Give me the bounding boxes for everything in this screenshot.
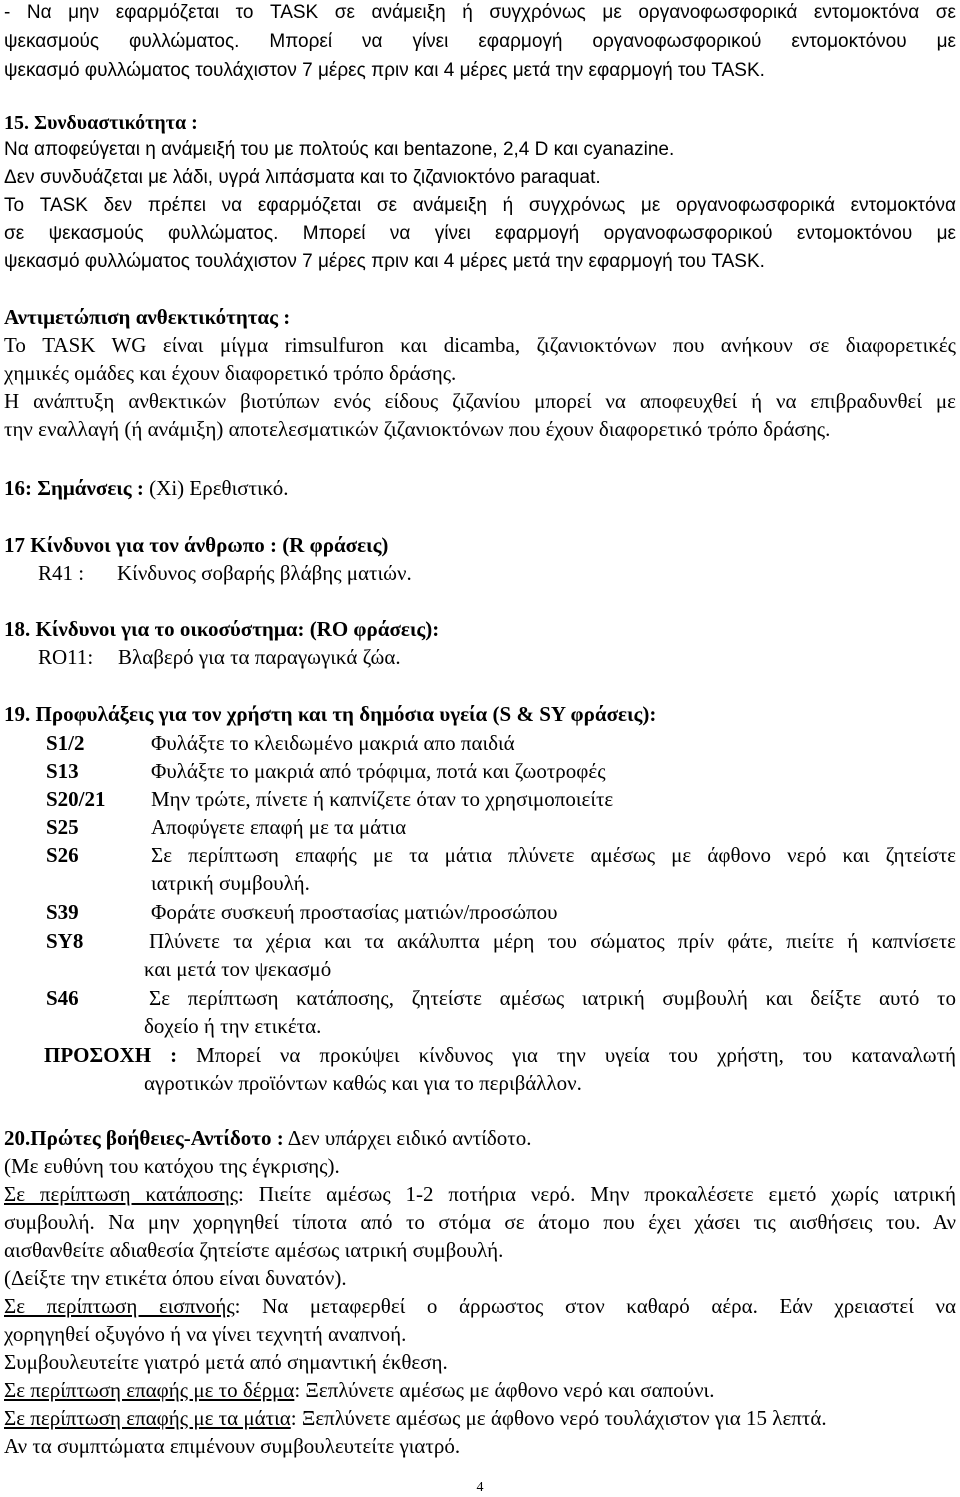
s-phrase-text-cont: και μετά τον ψεκασμό [144, 957, 332, 981]
section-15-line: σε ψεκασμούς φυλλώματος. Μπορεί να γίνει εφαρμογή οργανοφωσφορικού εντομοκτόνου με [4, 223, 956, 244]
swallow-line: αισθανθείτε αδιαθεσία ζητείστε αμέσως ιατρική συμβουλή. [4, 1238, 504, 1262]
s-phrase-code: S26 [46, 843, 79, 867]
ro-phrase-text: Βλαβερό για τα παραγωγικά ζώα. [118, 645, 401, 669]
section-heading: 20.Πρώτες βοήθειες-Αντίδοτο : [4, 1126, 284, 1150]
s-phrase-text: Φυλάξτε το μακριά από τρόφιμα, ποτά και ζωοτροφές [151, 759, 606, 783]
s-phrase-text: Σε περίπτωση κατάποσης, ζητείστε αμέσως ιατρική συμβουλή και δείξτε αυτό το [149, 986, 956, 1010]
section-heading: 16: Σημάνσεις : [4, 476, 144, 500]
eyes-line [4, 1405, 827, 1431]
section-heading: 18. Κίνδυνοι για το οικοσύστημα: (RO φράσεις): [4, 617, 440, 641]
eyes-label: Σε περίπτωση επαφής με τα μάτια [4, 1406, 291, 1430]
s-phrase-code: S46 [46, 986, 79, 1010]
intro-line: ψεκασμό φυλλώματος τουλάχιστον 7 μέρες πριν και 4 μέρες μετά την εφαρμογή του TASK. [4, 60, 765, 81]
s-phrase-text-cont: δοχείο ή την ετικέτα. [144, 1014, 322, 1038]
section-15-heading [4, 110, 198, 137]
swallow-line [4, 1181, 956, 1207]
resistance-line: την εναλλαγή (ή ανάμιξη) αποτελεσματικών ζιζανιοκτόνων που έχουν διαφορετικό τρόπο δράσης. [4, 417, 831, 441]
s-phrase-text: Φοράτε συσκευή προστασίας ματιών/προσώπου [151, 900, 558, 924]
section-15-line: Δεν συνδυάζεται με λάδι, υγρά λιπάσματα και το ζιζανιοκτόνο paraquat. [4, 167, 601, 188]
inhale-label: Σε περίπτωση εισπνοής [4, 1294, 235, 1318]
section-20-line: (Με ευθύνη του κατόχου της έγκρισης). [4, 1154, 340, 1178]
resistance-line: χημικές ομάδες και έχουν διαφορετικό τρόπο δράσης. [4, 361, 457, 385]
resistance-line: Η ανάπτυξη ανθεκτικών βιοτύπων ενός είδους ζιζανίου μπορεί να αποφευχθεί ή να επιβραδυνθεί με [4, 389, 956, 413]
inhale-line: χορηγηθεί οξυγόνο ή να γίνει τεχνητή αναπνοή. [4, 1322, 407, 1346]
skin-line [4, 1377, 714, 1403]
r-phrase-text: Κίνδυνος σοβαρής βλάβης ματιών. [117, 561, 412, 585]
section-15-line: ψεκασμό φυλλώματος τουλάχιστον 7 μέρες πριν και 4 μέρες μετά την εφαρμογή του TASK. [4, 251, 765, 272]
warning-label: ΠΡΟΣΟΧΗ : [44, 1043, 178, 1067]
last-line: Αν τα συμπτώματα επιμένουν συμβουλευτείτε γιατρό. [4, 1434, 461, 1458]
inhale-line: Συμβουλευτείτε γιατρό μετά από σημαντική έκθεση. [4, 1350, 448, 1374]
warning-line [44, 1041, 956, 1069]
s-phrase-text: Αποφύγετε επαφή με τα μάτια [151, 815, 407, 839]
eyes-text: : Ξεπλύνετε αμέσως με άφθονο νερό τουλάχιστον για 15 λεπτά. [290, 1406, 827, 1430]
swallow-line: (Δείξτε την ετικέτα όπου είναι δυνατόν). [4, 1266, 347, 1290]
resistance-heading [4, 304, 290, 330]
section-18-heading [4, 616, 439, 642]
section-19-heading [4, 701, 656, 727]
inhale-line [4, 1293, 956, 1319]
section-17-heading [4, 532, 388, 558]
s-phrase-code: SY8 [46, 929, 84, 953]
section-15-line: Το TASK δεν πρέπει να εφαρμόζεται σε ανάμειξη ή συγχρόνως με οργανοφωσφορικά εντομοκτόνα [4, 195, 956, 216]
section-15-line: Να αποφεύγεται η ανάμειξή του με πολτούς και bentazone, 2,4 D και cyanazine. [4, 139, 675, 160]
s-phrase-text: Πλύνετε τα χέρια και τα ακάλυπτα μέρη του σώματος πρίν φάτε, πιείτε ή καπνίσετε [149, 929, 956, 953]
section-16-line [4, 475, 289, 501]
page-number: 4 [476, 1480, 484, 1495]
skin-label: Σε περίπτωση επαφής με το δέρμα [4, 1378, 295, 1402]
section-heading: 15. Συνδυαστικότητα : [4, 112, 198, 134]
s-phrase-code: S13 [46, 759, 79, 783]
section-heading: 19. Προφυλάξεις για τον χρήστη και τη δημόσια υγεία (S & SY φράσεις): [4, 702, 657, 726]
warning-line-2: αγροτικών προϊόντων καθώς και για το περιβάλλον. [144, 1071, 582, 1095]
resistance-line: Το TASK WG είναι μίγμα rimsulfuron και dicamba, ζιζανιοκτόνων που ανήκουν σε διαφορετικές [4, 333, 956, 357]
ro-phrase-code: RO11: [38, 645, 94, 669]
swallow-text: : Πιείτε αμέσως 1-2 ποτήρια νερό. Μην προκαλέσετε εμετό χωρίς ιατρική [238, 1182, 956, 1206]
warning-text: Μπορεί να προκύψει κίνδυνος για την υγεία του χρήστη, του καταναλωτή [177, 1043, 956, 1067]
s-phrase-code: S20/21 [46, 787, 106, 811]
s-phrase-code: S25 [46, 815, 79, 839]
s-phrase-code: S1/2 [46, 731, 85, 755]
s-phrase-text: Σε περίπτωση επαφής με τα μάτια πλύνετε αμέσως με άφθονο νερό και ζητείστε [151, 843, 956, 867]
intro-line: ψεκασμούς φυλλώματος. Μπορεί να γίνει εφαρμογή οργανοφωσφορικού εντομοκτόνου με [4, 31, 956, 52]
section-20-heading-text: Δεν υπάρχει ειδικό αντίδοτο. [283, 1126, 532, 1150]
swallow-label: Σε περίπτωση κατάποσης [4, 1182, 239, 1206]
s-phrase-text-cont: ιατρική συμβουλή. [151, 871, 310, 895]
s-phrase-text: Μην τρώτε, πίνετε ή καπνίζετε όταν το χρησιμοποιείτε [151, 787, 614, 811]
swallow-line: συμβουλή. Να μην χορηγηθεί τίποτα από το στόμα σε άτομο που έχει χάσει τις αισθήσεις του. Αν [4, 1210, 956, 1234]
section-heading: 17 Κίνδυνοι για τον άνθρωπο : (R φράσεις) [4, 533, 389, 557]
section-16-text: (Xi) Ερεθιστικό. [143, 476, 289, 500]
section-20-heading [4, 1125, 531, 1151]
r-phrase-code: R41 : [38, 561, 85, 585]
s-phrase-code: S39 [46, 900, 79, 924]
skin-text: : Ξεπλύνετε αμέσως με άφθονο νερό και σαπούνι. [294, 1378, 715, 1402]
intro-line: - Να μην εφαρμόζεται το TASK σε ανάμειξη ή συγχρόνως με οργανοφωσφορικά εντομοκτόνα σε [4, 2, 956, 23]
s-phrase-text: Φυλάξτε το κλειδωμένο μακριά απο παιδιά [151, 731, 515, 755]
section-heading: Αντιμετώπιση ανθεκτικότητας : [4, 305, 291, 329]
inhale-text: : Να μεταφερθεί ο άρρωστος στον καθαρό αέρα. Εάν χρειαστεί να [234, 1294, 956, 1318]
